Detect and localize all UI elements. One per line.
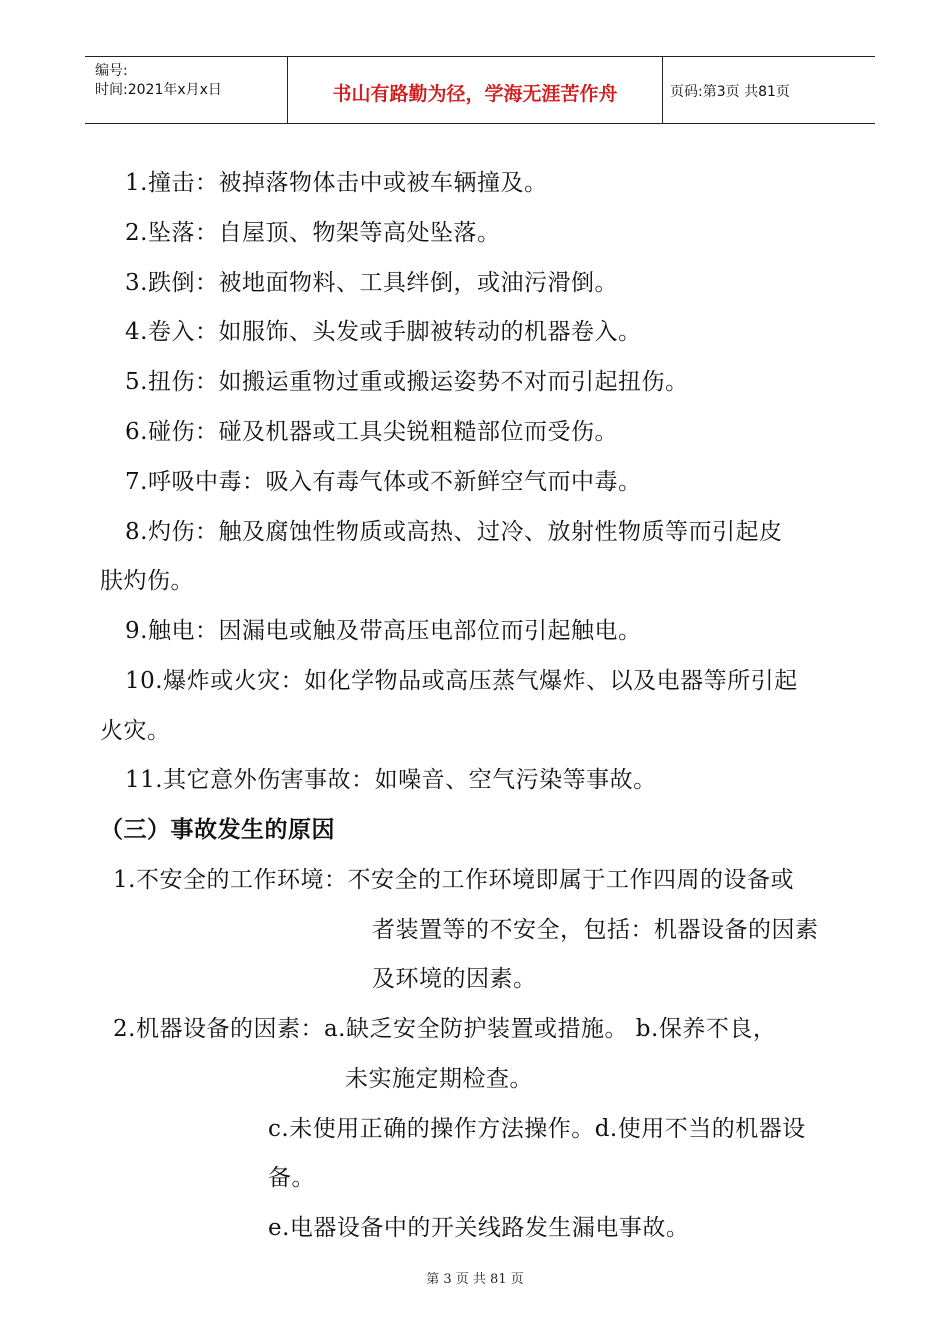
body-line: 11.其它意外伤害事故：如噪音、空气污染等事故。 — [125, 767, 657, 793]
body-line: c.未使用正确的操作方法操作。d.使用不当的机器设 — [268, 1116, 806, 1142]
body-line: 2.坠落：自屋顶、物架等高处坠落。 — [125, 220, 501, 246]
page-footer: 第 3 页 共 81 页 — [426, 1272, 524, 1287]
body-line: 7.呼吸中毒：吸入有毒气体或不新鲜空气而中毒。 — [125, 469, 642, 495]
body-line: 1.撞击：被掉落物体击中或被车辆撞及。 — [125, 170, 548, 196]
document-time-label: 时间:2021年x月x日 — [95, 82, 222, 98]
header-motto: 书山有路勤为径，学海无涯苦作舟 — [332, 83, 618, 105]
body-line: 10.爆炸或火灾：如化学物品或高压蒸气爆炸、以及电器等所引起 — [125, 668, 798, 694]
body-line: 火灾。 — [100, 718, 171, 744]
body-line: 4.卷入：如服饰、头发或手脚被转动的机器卷入。 — [125, 319, 642, 345]
body-line: 2.机器设备的因素：a.缺乏安全防护装置或措施。 b.保养不良， — [113, 1016, 777, 1042]
header-motto-cell — [287, 57, 663, 123]
body-line: 5.扭伤：如搬运重物过重或搬运姿势不对而引起扭伤。 — [125, 369, 689, 395]
section-heading: （三）事故发生的原因 — [100, 816, 335, 843]
body-line: 3.跌倒：被地面物料、工具绊倒，或油污滑倒。 — [125, 270, 618, 296]
header-info-cell — [85, 57, 287, 123]
body-line: 肤灼伤。 — [100, 568, 194, 594]
document-number-label: 编号: — [95, 63, 128, 79]
page-header — [85, 56, 875, 124]
body-line: 备。 — [268, 1165, 315, 1191]
body-line: e.电器设备中的开关线路发生漏电事故。 — [268, 1215, 690, 1241]
body-line: 未实施定期检查。 — [345, 1066, 533, 1092]
body-line: 者装置等的不安全，包括：机器设备的因素 — [372, 917, 819, 943]
body-line: 9.触电：因漏电或触及带高压电部位而引起触电。 — [125, 618, 642, 644]
body-line: 8.灼伤：触及腐蚀性物质或高热、过冷、放射性物质等而引起皮 — [125, 519, 783, 545]
header-page-cell — [662, 57, 875, 123]
body-line: 1.不安全的工作环境：不安全的工作环境即属于工作四周的设备或 — [113, 867, 794, 893]
body-line: 6.碰伤：碰及机器或工具尖锐粗糙部位而受伤。 — [125, 419, 618, 445]
header-page-number: 页码:第3页 共81页 — [670, 84, 790, 100]
body-line: 及环境的因素。 — [372, 966, 537, 992]
